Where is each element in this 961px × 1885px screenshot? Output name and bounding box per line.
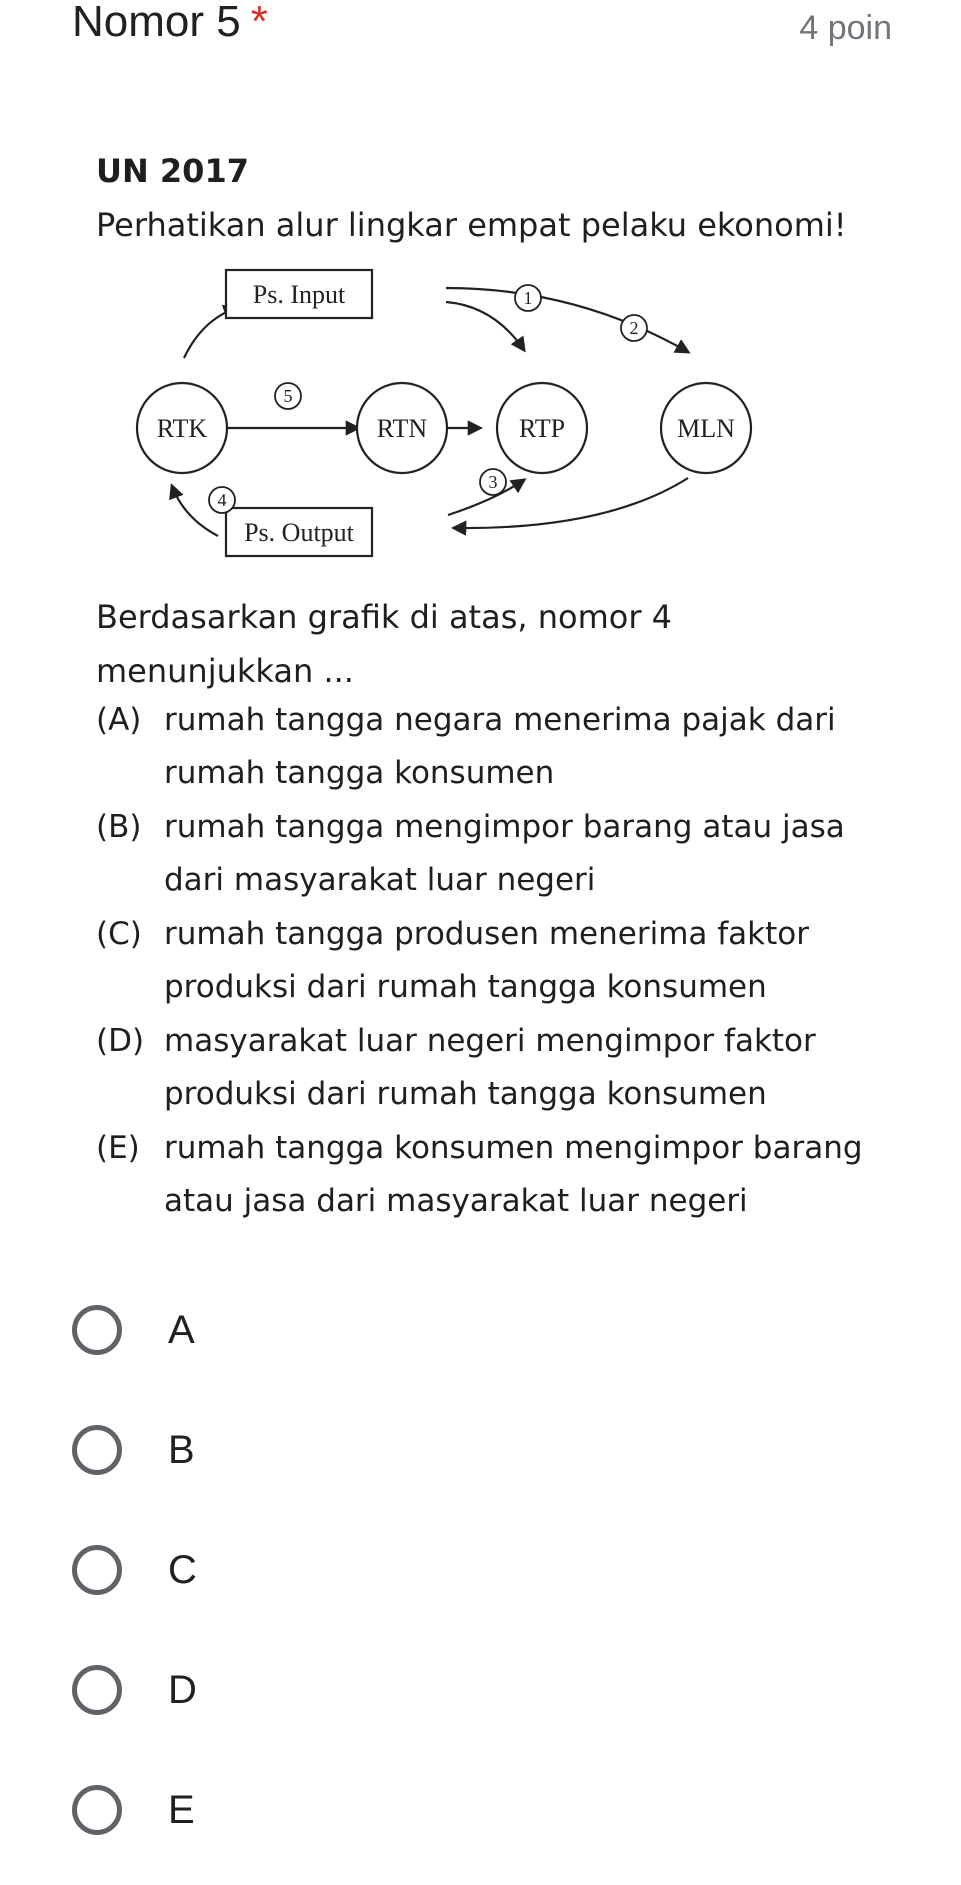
choice-a[interactable] (72, 1270, 872, 1390)
choice-c[interactable] (72, 1510, 872, 1630)
option-text: rumah tangga konsumen mengimpor barang atau jasa dari masyarakat luar negeri (164, 1130, 863, 1219)
option-letter: (E) (96, 1130, 140, 1166)
question-text: Berdasarkan grafik di atas, nomor 4 menunjukkan ... (96, 598, 673, 690)
option-d (96, 1015, 876, 1121)
num-1: 1 (523, 288, 533, 308)
box-output-label: Ps. Output (244, 518, 354, 547)
question-title (72, 0, 268, 52)
option-letter: (D) (96, 1023, 145, 1059)
choice-d-label[interactable]: D (168, 1667, 197, 1712)
option-letter: (A) (96, 702, 142, 738)
option-text: rumah tangga negara menerima pajak dari rumah tangga konsumen (164, 702, 836, 791)
radio-button-c[interactable] (72, 1545, 122, 1595)
option-letter: (C) (96, 916, 142, 952)
radio-button-a[interactable] (72, 1305, 122, 1355)
num-5: 5 (283, 386, 293, 406)
choice-a-label[interactable]: A (168, 1307, 195, 1352)
arrow-1 (446, 302, 524, 350)
node-rtn-label: RTN (376, 414, 428, 443)
intro-text: Perhatikan alur lingkar empat pelaku ekonomi! (96, 206, 847, 244)
answer-choices (72, 1270, 872, 1870)
option-c (96, 908, 876, 1014)
option-letter: (B) (96, 809, 142, 845)
required-asterisk: * (250, 0, 268, 46)
option-a (96, 694, 876, 800)
choice-d[interactable] (72, 1630, 872, 1750)
num-4: 4 (217, 490, 227, 510)
option-text: rumah tangga mengimpor barang atau jasa dari masyarakat luar negeri (164, 809, 845, 898)
choice-b-label[interactable]: B (168, 1427, 195, 1472)
box-input-label: Ps. Input (252, 280, 346, 309)
choice-b[interactable] (72, 1390, 872, 1510)
node-rtp-label: RTP (518, 414, 566, 443)
node-rtk-label: RTK (156, 414, 208, 443)
num-3: 3 (488, 472, 498, 492)
radio-button-e[interactable] (72, 1785, 122, 1835)
choice-e-label[interactable]: E (168, 1787, 195, 1832)
node-mln-label: MLN (677, 414, 735, 443)
exam-heading: UN 2017 (96, 152, 249, 190)
question-title-text: Nomor 5 (72, 0, 241, 46)
question-points: 4 poin (799, 9, 892, 47)
circular-flow-diagram (106, 260, 786, 580)
option-text: rumah tangga produsen menerima faktor produksi dari rumah tangga konsumen (164, 916, 809, 1005)
option-e (96, 1122, 876, 1228)
choice-e[interactable] (72, 1750, 872, 1870)
radio-button-d[interactable] (72, 1665, 122, 1715)
radio-button-b[interactable] (72, 1425, 122, 1475)
choice-c-label[interactable]: C (168, 1547, 197, 1592)
options-list (96, 694, 876, 1229)
option-text: masyarakat luar negeri mengimpor faktor produksi dari rumah tangga konsumen (164, 1023, 816, 1112)
question-header (72, 0, 892, 52)
num-2: 2 (629, 318, 639, 338)
option-b (96, 801, 876, 907)
arrow-2 (446, 288, 688, 352)
